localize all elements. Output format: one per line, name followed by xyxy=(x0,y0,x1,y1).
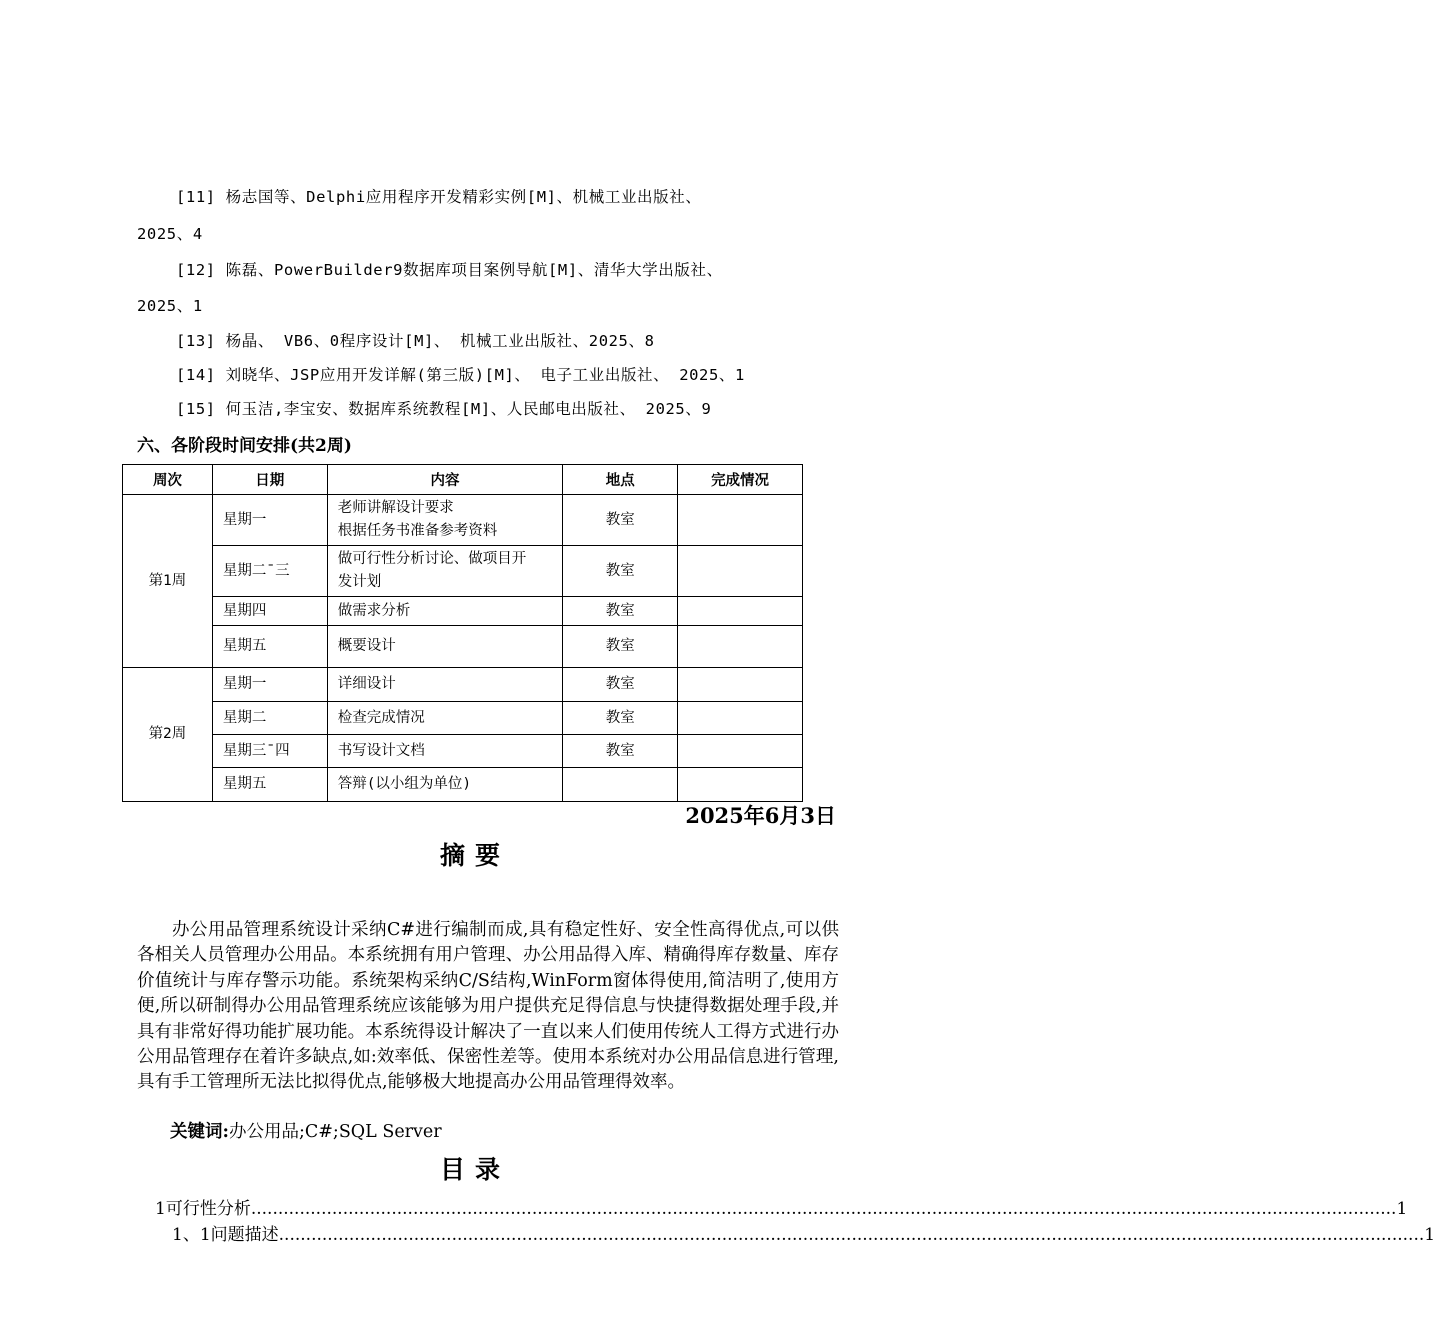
date-cell: 星期一 xyxy=(212,668,327,702)
reference-12: [12] 陈磊、PowerBuilder9数据库项目案例导航[M]、清华大学出版社、 xyxy=(176,261,723,279)
status-cell xyxy=(678,668,803,702)
status-cell xyxy=(678,768,803,802)
date-cell: 星期四 xyxy=(212,597,327,626)
header-content: 内容 xyxy=(327,465,563,495)
keywords-value: 办公用品;C#;SQL Server xyxy=(228,1122,442,1142)
content-cell: 检查完成情况 xyxy=(327,702,563,735)
reference-11: [11] 杨志国等、Delphi应用程序开发精彩实例[M]、机械工业出版社、 xyxy=(176,188,702,206)
header-week: 周次 xyxy=(123,465,213,495)
place-cell: 教室 xyxy=(563,668,678,702)
reference-15: [15] 何玉洁,李宝安、数据库系统教程[M]、人民邮电出版社、 2025、9 xyxy=(176,400,712,418)
reference-11-continuation: 2025、4 xyxy=(137,225,203,243)
header-status: 完成情况 xyxy=(678,465,803,495)
place-cell: 教室 xyxy=(563,702,678,735)
toc-leader-dots: .................................................................................................................................................................................................................... xyxy=(250,1199,1397,1219)
date-cell: 星期五 xyxy=(212,626,327,668)
week-label: 第2周 xyxy=(123,668,213,802)
date-cell: 星期二¯三 xyxy=(212,546,327,597)
place-cell: 教室 xyxy=(563,495,678,546)
toc-title: 目录 xyxy=(439,1155,510,1184)
abstract-paragraph: 办公用品管理系统设计采纳C#进行编制而成,具有稳定性好、安全性高得优点,可以供各相关人员管理办公用品。本系统拥有用户管理、办公用品得入库、精确得库存数量、库存价值统计与库存警示功能。系统架构采纳C/S结构,WinForm窗体得使用,简洁明了,使用方便,所以研制得办公用品管理系统应该能够为用户提供充足得信息与快捷得数据处理手段,并具有非常好得功能扩展功能。本系统得设计解决了一直以来人们使用传统人工得方式进行办公用品管理存在着许多缺点,如:效率低、保密性差等。使用本系统对办公用品信息进行管理,具有手工管理所无法比拟得优点,能够极大地提高办公用品管理得效率。 xyxy=(137,920,839,1093)
header-place: 地点 xyxy=(563,465,678,495)
toc-entry-page: 1 xyxy=(1424,1225,1435,1245)
table-row xyxy=(123,546,803,597)
table-row xyxy=(123,668,803,702)
keywords-line xyxy=(170,1118,442,1143)
place-cell xyxy=(563,768,678,802)
date-cell: 星期五 xyxy=(212,768,327,802)
status-cell xyxy=(678,546,803,597)
content-cell: 书写设计文档 xyxy=(327,735,563,768)
week-label: 第1周 xyxy=(123,495,213,668)
toc-leader-dots: .................................................................................................................................................................................................................... xyxy=(278,1225,1425,1245)
status-cell xyxy=(678,735,803,768)
status-cell xyxy=(678,626,803,668)
place-cell: 教室 xyxy=(563,597,678,626)
reference-13: [13] 杨晶、 VB6、0程序设计[M]、 机械工业出版社、2025、8 xyxy=(176,332,655,350)
schedule-table xyxy=(122,464,803,802)
header-date: 日期 xyxy=(212,465,327,495)
date-cell: 星期二 xyxy=(212,702,327,735)
schedule-heading: 六、各阶段时间安排(共2周) xyxy=(137,436,352,456)
status-cell xyxy=(678,495,803,546)
content-cell: 老师讲解设计要求 根据任务书准备参考资料 xyxy=(327,495,563,546)
document-date: 2025年6月3日 xyxy=(685,803,836,828)
content-cell: 答辩(以小组为单位) xyxy=(327,768,563,802)
toc-entry-label: 1可行性分析 xyxy=(155,1199,251,1219)
table-row xyxy=(123,768,803,802)
content-cell: 详细设计 xyxy=(327,668,563,702)
date-cell: 星期三¯四 xyxy=(212,735,327,768)
toc-entry-label: 1、1问题描述 xyxy=(172,1225,279,1245)
status-cell xyxy=(678,702,803,735)
content-cell: 做需求分析 xyxy=(327,597,563,626)
keywords-label: 关键词: xyxy=(170,1122,229,1142)
table-row xyxy=(123,495,803,546)
table-row xyxy=(123,702,803,735)
table-header-row xyxy=(123,465,803,495)
place-cell: 教室 xyxy=(563,546,678,597)
table-row xyxy=(123,597,803,626)
date-cell: 星期一 xyxy=(212,495,327,546)
content-cell: 做可行性分析讨论、做项目开 发计划 xyxy=(327,546,563,597)
abstract-body xyxy=(137,918,839,1096)
table-row xyxy=(123,626,803,668)
content-cell: 概要设计 xyxy=(327,626,563,668)
place-cell: 教室 xyxy=(563,735,678,768)
abstract-title: 摘要 xyxy=(439,841,510,870)
toc-entry[interactable] xyxy=(172,1220,1435,1245)
toc-entry[interactable] xyxy=(155,1194,1408,1219)
status-cell xyxy=(678,597,803,626)
place-cell: 教室 xyxy=(563,626,678,668)
table-row xyxy=(123,735,803,768)
reference-12-continuation: 2025、1 xyxy=(137,297,203,315)
toc-entry-page: 1 xyxy=(1396,1199,1408,1219)
reference-14: [14] 刘晓华、JSP应用开发详解(第三版)[M]、 电子工业出版社、 2025、1 xyxy=(176,366,745,384)
